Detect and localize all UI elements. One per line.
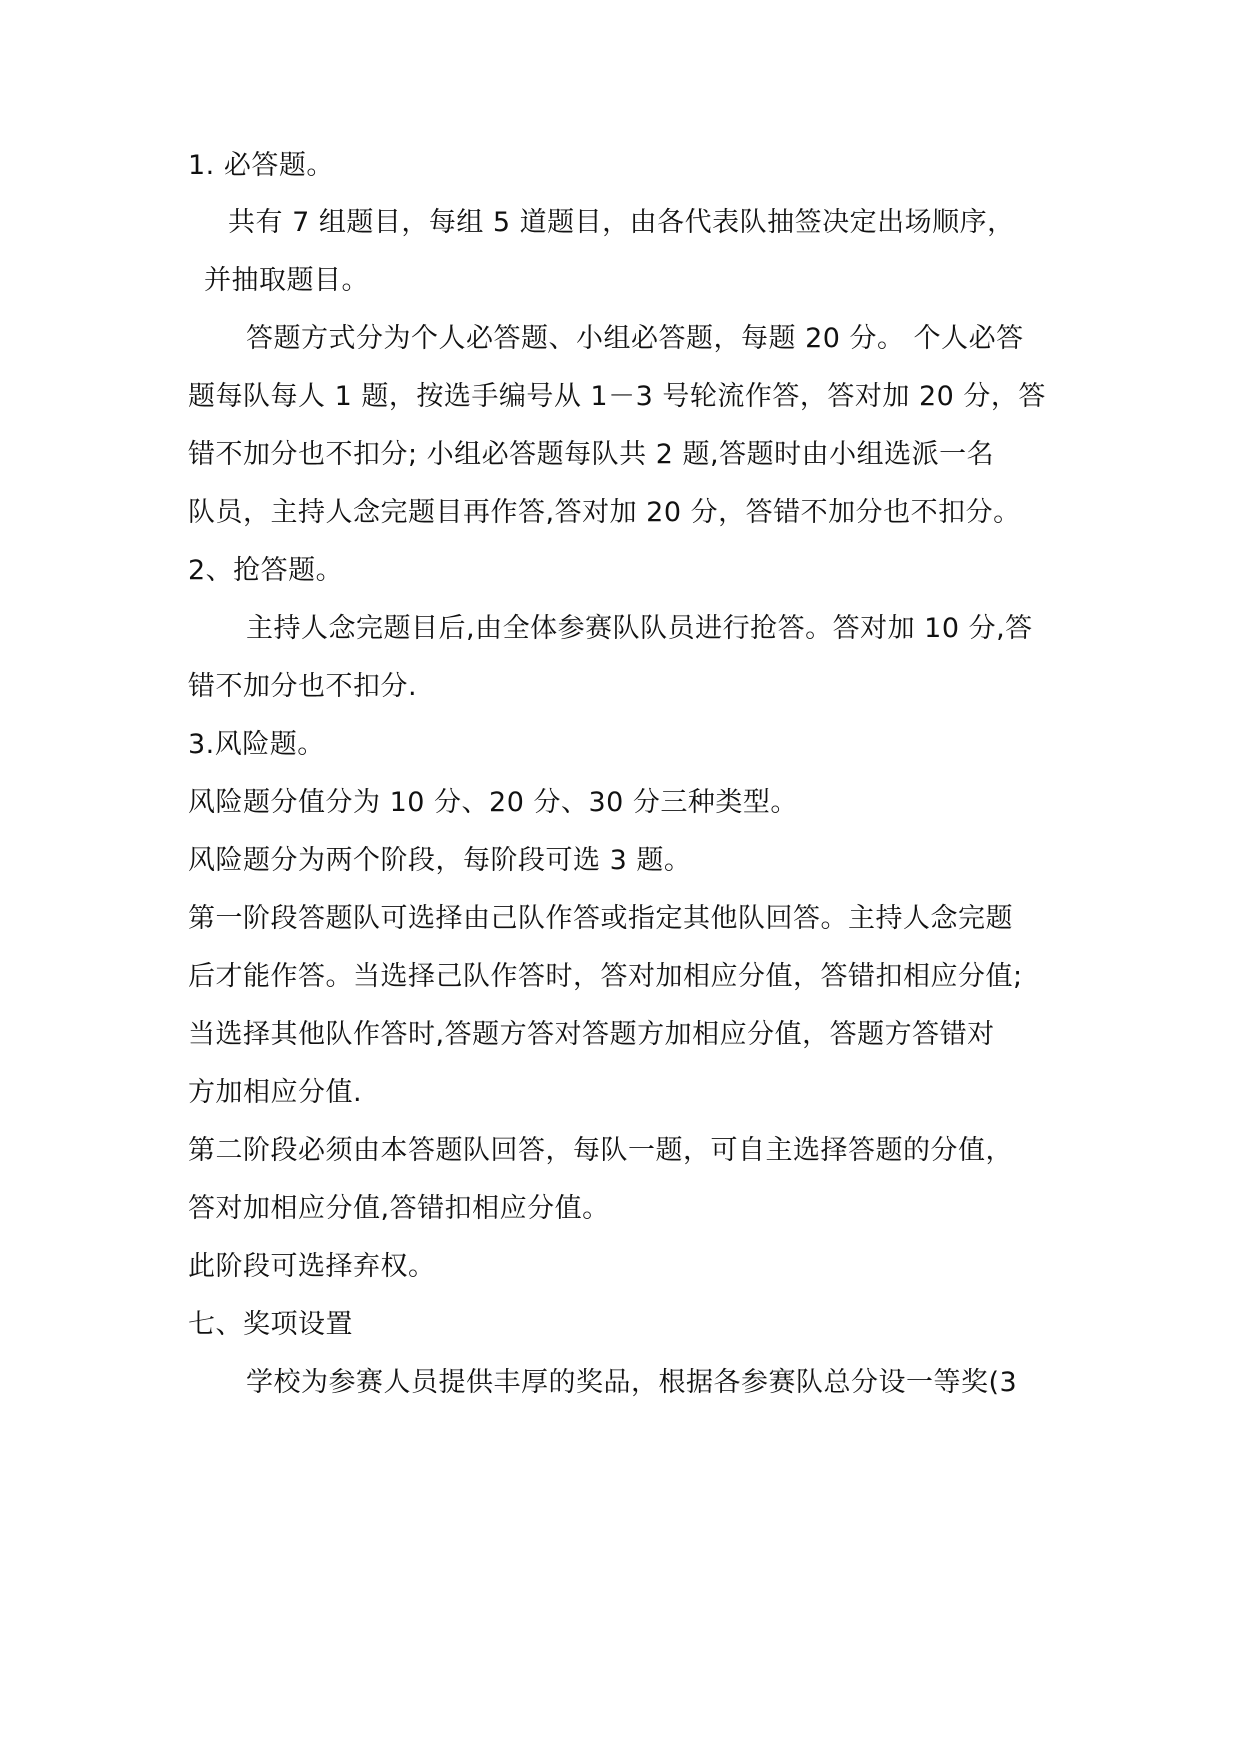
paragraph-line: 错不加分也不扣分; 小组必答题每队共 2 题,答题时由小组选派一名 xyxy=(188,439,995,470)
paragraph-line: 风险题分为两个阶段，每阶段可选 3 题。 xyxy=(188,845,692,876)
paragraph-line: 并抽取题目。 xyxy=(204,265,369,296)
paragraph-line: 共有 7 组题目，每组 5 道题目，由各代表队抽签决定出场顺序， xyxy=(228,207,1015,238)
paragraph-line: 主持人念完题目后,由全体参赛队队员进行抢答。答对加 10 分,答 xyxy=(246,613,1033,644)
paragraph-line: 风险题分值分为 10 分、20 分、30 分三种类型。 xyxy=(188,787,798,818)
heading-awards: 七、奖项设置 xyxy=(188,1309,353,1340)
paragraph-line: 当选择其他队作答时,答题方答对答题方加相应分值，答题方答错对 xyxy=(188,1019,995,1050)
heading-buzzer-questions: 2、抢答题。 xyxy=(188,555,344,586)
paragraph-line: 方加相应分值. xyxy=(188,1077,363,1108)
paragraph-line: 此阶段可选择弃权。 xyxy=(188,1251,436,1282)
paragraph-line: 答对加相应分值,答错扣相应分值。 xyxy=(188,1193,610,1224)
paragraph-line: 第二阶段必须由本答题队回答，每队一题，可自主选择答题的分值， xyxy=(188,1135,1013,1166)
paragraph-line: 题每队每人 1 题，按选手编号从 1－3 号轮流作答，答对加 20 分，答 xyxy=(188,381,1046,412)
paragraph-line: 后才能作答。当选择己队作答时，答对加相应分值，答错扣相应分值; xyxy=(188,961,1023,992)
paragraph-line: 队员，主持人念完题目再作答,答对加 20 分，答错不加分也不扣分。 xyxy=(188,497,1021,528)
heading-risk-questions: 3.风险题。 xyxy=(188,729,325,760)
paragraph-line: 第一阶段答题队可选择由己队作答或指定其他队回答。主持人念完题 xyxy=(188,903,1013,934)
paragraph-line: 错不加分也不扣分. xyxy=(188,671,418,702)
paragraph-line: 学校为参赛人员提供丰厚的奖品，根据各参赛队总分设一等奖(3 xyxy=(246,1367,1018,1398)
heading-required-questions: 1. 必答题。 xyxy=(188,150,334,181)
paragraph-line: 答题方式分为个人必答题、小组必答题，每题 20 分。 个人必答 xyxy=(246,323,1024,354)
